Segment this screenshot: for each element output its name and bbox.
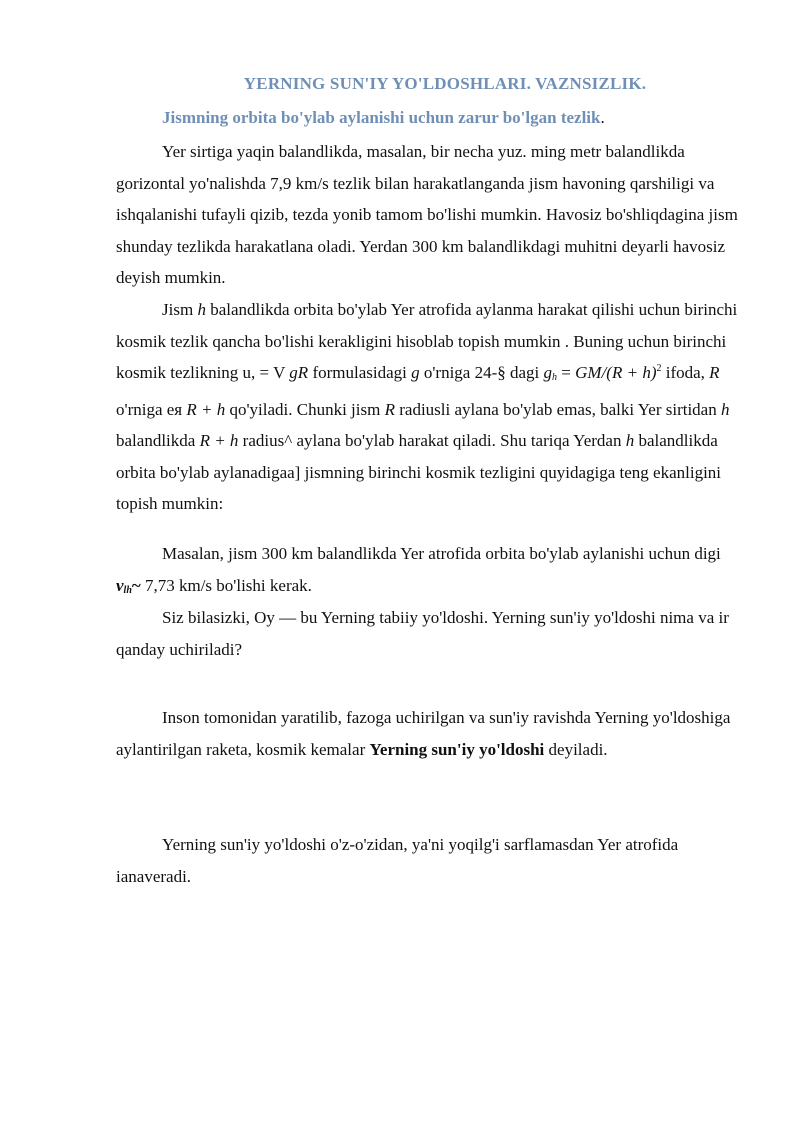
paragraph-2-text	[116, 294, 746, 520]
formula-gm: GM/(R + h)	[575, 363, 657, 382]
paragraph-1	[116, 136, 746, 294]
var-gh-subscript: h	[552, 372, 558, 383]
var-gR: gR	[289, 363, 309, 382]
var-h: h	[197, 300, 206, 319]
text-run: radiusli aylana bo'ylab emas, balki Yer sirtidan	[394, 399, 721, 419]
text-run: Masalan, jism 300 km balandlikda Yer atrofida orbita bo'ylab aylanishi uchun digi	[162, 544, 721, 563]
var-v: v	[116, 575, 124, 595]
text-run: balandlikda orbita bo'ylab aylanadigaa] jismning birinchi kosmik tezligini quyidagiga teng ekanligini topish mumkin:	[116, 431, 722, 513]
text-run: deyiladi.	[544, 739, 608, 759]
text-run: Inson tomonidan yaratilib, fazoga uchirilgan va sun'iy ravishda Yerning yo'ldoshiga aylantirilgan raketa, kosmik kemalar	[116, 708, 731, 759]
text-run: radius^ aylana bo'ylab harakat qiladi. Shu tariqa Yerdan	[238, 431, 626, 450]
paragraph-3-text	[116, 538, 746, 606]
var-v-subscript: lh	[123, 584, 132, 596]
text-run: balandlikda	[116, 431, 200, 450]
text-run: formulasidagi	[308, 363, 412, 382]
paragraph-1-text: Yer sirtiga yaqin balandlikda, masalan, bir necha yuz. ming metr balandlikda gorizontal yo'nalishda 7,9 km/s tezlik bilan harakatlanganda jism havoning qarshiligi va ishqalanishi tufayli qizib, tezda yonib tamom bo'lishi mumkin. Havosiz bo'shliqdagina jism shunday tezlikda harakatlana oladi. Yerdan 300 km balandlikdagi muhitni deyarli havosiz deyish mumkin.	[116, 142, 738, 287]
paragraph-4	[116, 602, 746, 665]
var-R: R	[709, 363, 720, 382]
paragraph-3	[116, 538, 746, 606]
paragraph-4-text: Siz bilasizki, Oy — bu Yerning tabiiy yo'ldoshi. Yerning sun'iy yo'ldoshi nima va ir qanday uchiriladi?	[116, 608, 729, 659]
text-run: balandlikda orbita bo'ylab Yer atrofida aylanma harakat qilishi uchun birinchi kosmik tezlik qancha bo'lishi kerakligini hisoblab topish mumkin . Buning uchun birinchi kosmik tezlikning u, = V	[116, 300, 738, 382]
text-run: ifoda,	[661, 363, 710, 382]
paragraph-6	[116, 829, 746, 892]
var-gh: g	[543, 363, 553, 382]
var-R-plus-h: R + h	[186, 399, 226, 419]
text-run: o'rniga 24-§ dagi	[419, 363, 544, 382]
paragraph-5-text	[116, 702, 746, 765]
var-g: g	[411, 363, 420, 382]
text-run: 7,73 km/s bo'lishi kerak.	[140, 575, 312, 595]
text-run: qo'yiladi. Chunki jism	[225, 399, 385, 419]
var-h: h	[720, 399, 730, 419]
var-h: h	[625, 431, 635, 450]
text-run: Jism	[162, 300, 198, 319]
paragraph-6-text: Yerning sun'iy yo'ldoshi o'z-o'zidan, ya'ni yoqilg'i sarflamasdan Yer atrofida ianaveradi.	[116, 835, 679, 886]
subtitle-text: Jismning orbita bo'ylab aylanishi uchun zarur bo'lgan tezlik	[162, 108, 601, 127]
paragraph-2	[116, 294, 746, 520]
section-subtitle	[162, 108, 605, 128]
document-title: YERNING SUN'IY YO'LDOSHLARI. VAZNSIZLIK.	[243, 74, 647, 93]
var-R-plus-h: R + h	[199, 431, 239, 450]
subtitle-period: .	[600, 108, 605, 127]
formula-exponent: 2	[656, 363, 662, 374]
text-run: =	[557, 363, 576, 382]
paragraph-5	[116, 702, 746, 765]
approx-sign: ~	[131, 575, 141, 595]
bold-term: Yerning sun'iy yo'ldoshi	[369, 739, 545, 759]
text-run: o'rniga ея	[116, 399, 187, 419]
var-R: R	[384, 399, 395, 419]
